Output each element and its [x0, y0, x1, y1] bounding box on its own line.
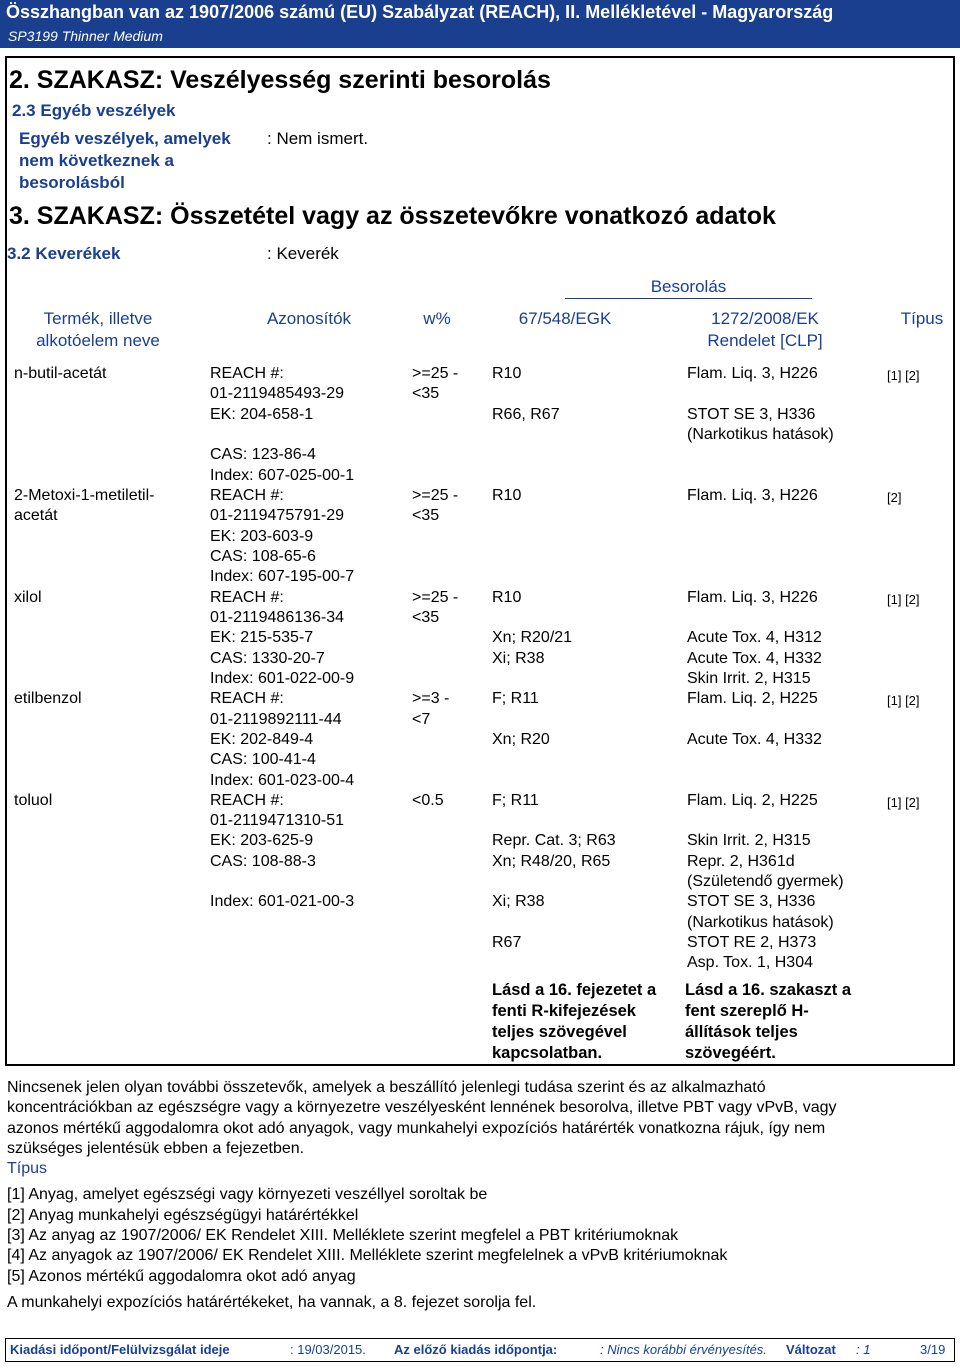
other-hazards-label-3: besorolásból [19, 173, 125, 192]
row1-id-1: 01-2119485493-29 [210, 385, 345, 402]
row5-w-0: <0.5 [412, 792, 444, 809]
row5-egk-5: Xi; R38 [492, 893, 545, 910]
row3-id-1: 01-2119486136-34 [210, 609, 345, 626]
row4-id-1: 01-2119892111-44 [210, 711, 342, 728]
row5-id-0: REACH #: [210, 792, 284, 809]
footer-prev-label: Az előző kiadás időpontja: [394, 1342, 558, 1357]
type-line-2: [3] Az anyag az 1907/2006/ EK Rendelet XIII. Melléklete szerint megfelel a PBT kritériumoknak [7, 1227, 679, 1245]
row1-id-4: CAS: 123-86-4 [210, 446, 316, 463]
row1-tipus: [1] [2] [887, 368, 920, 383]
document-header-title: Összhangban van az 1907/2006 számú (EU) Szabályzat (REACH), II. Mellékletével - Magyarország [0, 0, 960, 24]
row2-tipus: [2] [887, 490, 902, 505]
row5-egk-3: Xn; R48/20, R65 [492, 853, 611, 870]
product-name: SP3199 Thinner Medium [0, 24, 960, 48]
row3-id-2: EK: 215-535-7 [210, 629, 314, 646]
paragraph-line-1: koncentrációkban az egészségre vagy a környezetre veszélyesként lennének besorolva, illetve PBT vagy vPvB, vagy [7, 1099, 837, 1117]
note-clp-2: állítások teljes [685, 1023, 798, 1041]
row2-w-0: >=25 - [412, 487, 459, 504]
row3-name: xilol [14, 589, 42, 606]
footer-prev-value: : Nincs korábbi érvényesítés. [600, 1342, 767, 1357]
row2-w-1: <35 [412, 507, 440, 524]
row2-name-0: 2-Metoxi-1-metiletil- [14, 487, 155, 504]
note-clp-3: szövegéért. [685, 1044, 776, 1062]
row5-clp-8: Asp. Tox. 1, H304 [687, 954, 813, 971]
row2-id-0: REACH #: [210, 487, 284, 504]
closing-line: A munkahelyi expozíciós határértékeket, ha vannak, a 8. fejezet sorolja fel. [7, 1293, 537, 1311]
other-hazards-value: : Nem ismert. [267, 129, 369, 148]
note-egk-0: Lásd a 16. fejezetet a [492, 981, 657, 999]
row1-egk-0: R10 [492, 365, 522, 382]
tipus-title: Típus [7, 1160, 48, 1178]
other-hazards-label-2: nem következnek a [19, 151, 174, 170]
paragraph-line-0: Nincsenek jelen olyan további összetevők, amelyek a beszállító jelenlegi tudása szerint és az alkalmazható [7, 1079, 766, 1096]
row3-clp-2: Acute Tox. 4, H312 [687, 629, 822, 646]
row1-id-2: EK: 204-658-1 [210, 406, 314, 423]
footer-date-label: Kiadási időpont/Felülvizsgálat ideje [10, 1342, 230, 1357]
header-name-2: alkotóelem neve [36, 331, 160, 350]
section3-notes [7, 1078, 947, 1313]
row1-egk-2: R66, R67 [492, 406, 560, 423]
note-egk-1: fenti R-kifejezések [492, 1002, 636, 1020]
section3-sub: 3.2 Keverékek [7, 244, 121, 263]
row4-id-2: EK: 202-849-4 [210, 731, 314, 748]
row5-name: toluol [14, 792, 53, 809]
row2-clp-0: Flam. Liq. 3, H226 [687, 487, 818, 504]
row5-clp-5: STOT SE 3, H336 [687, 893, 816, 910]
row5-clp-2: Skin Irrit. 2, H315 [687, 832, 811, 849]
row5-tipus: [1] [2] [887, 795, 920, 810]
row1-clp-2: STOT SE 3, H336 [687, 406, 816, 423]
footer-version-label: Változat [786, 1342, 836, 1357]
header-clp-2: Rendelet [CLP] [707, 331, 823, 350]
footer-date-value: : 19/03/2015. [290, 1342, 366, 1357]
row5-egk-2: Repr. Cat. 3; R63 [492, 832, 616, 849]
row4-clp-0: Flam. Liq. 2, H225 [687, 690, 818, 707]
note-egk-2: teljes szövegével [492, 1023, 627, 1041]
header-clp-1: 1272/2008/EK [711, 309, 819, 328]
row5-egk-7: R67 [492, 934, 522, 951]
row5-clp-0: Flam. Liq. 2, H225 [687, 792, 818, 809]
row4-egk-0: F; R11 [492, 690, 539, 707]
row3-clp-0: Flam. Liq. 3, H226 [687, 589, 818, 606]
row1-w-0: >=25 - [412, 365, 459, 382]
row3-egk-2: Xn; R20/21 [492, 629, 573, 646]
row3-egk-3: Xi; R38 [492, 650, 545, 667]
note-clp-0: Lásd a 16. szakaszt a [685, 981, 852, 999]
row5-clp-4: (Születendő gyermek) [687, 873, 844, 890]
row2-id-3: CAS: 108-65-6 [210, 548, 316, 565]
row3-id-4: Index: 601-022-00-9 [210, 670, 355, 687]
row1-id-5: Index: 607-025-00-1 [210, 467, 355, 484]
row4-clp-2: Acute Tox. 4, H332 [687, 731, 822, 748]
type-line-3: [4] Az anyagok az 1907/2006/ EK Rendelet XIII. Melléklete szerint megfelelnek a vPvB kritériumoknak [7, 1247, 728, 1265]
header-egk: 67/548/EGK [518, 309, 612, 328]
header-ids: Azonosítók [266, 309, 352, 328]
paragraph-line-2: azonos mértékű aggodalomra okot adó anyagok, vagy munkahelyi expozíciós határérték vonatkozna rájuk, így nem [7, 1119, 826, 1137]
section2-sub: 2.3 Egyéb veszélyek [12, 101, 176, 120]
row5-egk-0: F; R11 [492, 792, 539, 809]
row4-w-1: <7 [412, 711, 431, 728]
row1-name: n-butil-acetát [14, 365, 107, 382]
row3-clp-3: Acute Tox. 4, H332 [687, 650, 822, 667]
note-clp-1: fent szereplő H- [685, 1002, 809, 1020]
row3-egk-0: R10 [492, 589, 522, 606]
row5-clp-3: Repr. 2, H361d [687, 853, 795, 870]
row4-id-0: REACH #: [210, 690, 284, 707]
content-frame [5, 56, 955, 1066]
row1-clp-3: (Narkotikus hatások) [687, 426, 834, 443]
header-name-1: Termék, illetve [43, 309, 153, 328]
paragraph-line-3: szükséges jelentésük ebben a fejezetben. [7, 1139, 305, 1157]
other-hazards-label-1: Egyéb veszélyek, amelyek [19, 129, 231, 148]
row4-w-0: >=3 - [412, 690, 450, 707]
row5-id-1: 01-2119471310-51 [210, 812, 345, 829]
note-egk-3: kapcsolatban. [492, 1044, 603, 1062]
footer-page: 3/19 [920, 1342, 946, 1357]
section3-value: : Keverék [267, 244, 339, 263]
row2-id-2: EK: 203-603-9 [210, 528, 314, 545]
row3-clp-4: Skin Irrit. 2, H315 [687, 670, 811, 687]
type-line-0: [1] Anyag, amelyet egészségi vagy környezeti veszéllyel soroltak be [7, 1186, 488, 1204]
row4-id-3: CAS: 100-41-4 [210, 751, 316, 768]
row5-id-5: Index: 601-021-00-3 [210, 893, 355, 910]
footer-version-value: : 1 [856, 1342, 871, 1357]
type-line-4: [5] Azonos mértékű aggodalomra okot adó anyag [7, 1267, 356, 1285]
row5-id-3: CAS: 108-88-3 [210, 853, 316, 870]
row5-id-2: EK: 203-625-9 [210, 832, 314, 849]
row3-w-1: <35 [412, 609, 440, 626]
row4-name: etilbenzol [14, 690, 82, 707]
row2-id-4: Index: 607-195-00-7 [210, 568, 355, 585]
row3-w-0: >=25 - [412, 589, 459, 606]
row4-id-4: Index: 601-023-00-4 [210, 772, 355, 789]
row3-tipus: [1] [2] [887, 592, 920, 607]
section2-heading: 2. SZAKASZ: Veszélyesség szerinti besorolás [9, 66, 551, 94]
row5-clp-7: STOT RE 2, H373 [687, 934, 817, 951]
row2-id-1: 01-2119475791-29 [210, 507, 345, 524]
section3-heading: 3. SZAKASZ: Összetétel vagy az összetevőkre vonatkozó adatok [9, 202, 776, 230]
row3-id-0: REACH #: [210, 589, 284, 606]
header-divider [565, 298, 812, 299]
row4-tipus: [1] [2] [887, 693, 920, 708]
header-tipus: Típus [900, 309, 944, 328]
header-besorolas: Besorolás [650, 277, 727, 296]
type-line-1: [2] Anyag munkahelyi egészségügyi határértékkel [7, 1206, 359, 1224]
row2-name-1: acetát [14, 507, 58, 524]
row5-clp-6: (Narkotikus hatások) [687, 914, 834, 931]
row1-w-1: <35 [412, 385, 440, 402]
row1-id-0: REACH #: [210, 365, 284, 382]
row4-egk-2: Xn; R20 [492, 731, 550, 748]
row2-egk-0: R10 [492, 487, 522, 504]
row3-id-3: CAS: 1330-20-7 [210, 650, 325, 667]
row1-clp-0: Flam. Liq. 3, H226 [687, 365, 818, 382]
footer-bar [5, 1338, 955, 1362]
header-w: w% [423, 309, 451, 328]
